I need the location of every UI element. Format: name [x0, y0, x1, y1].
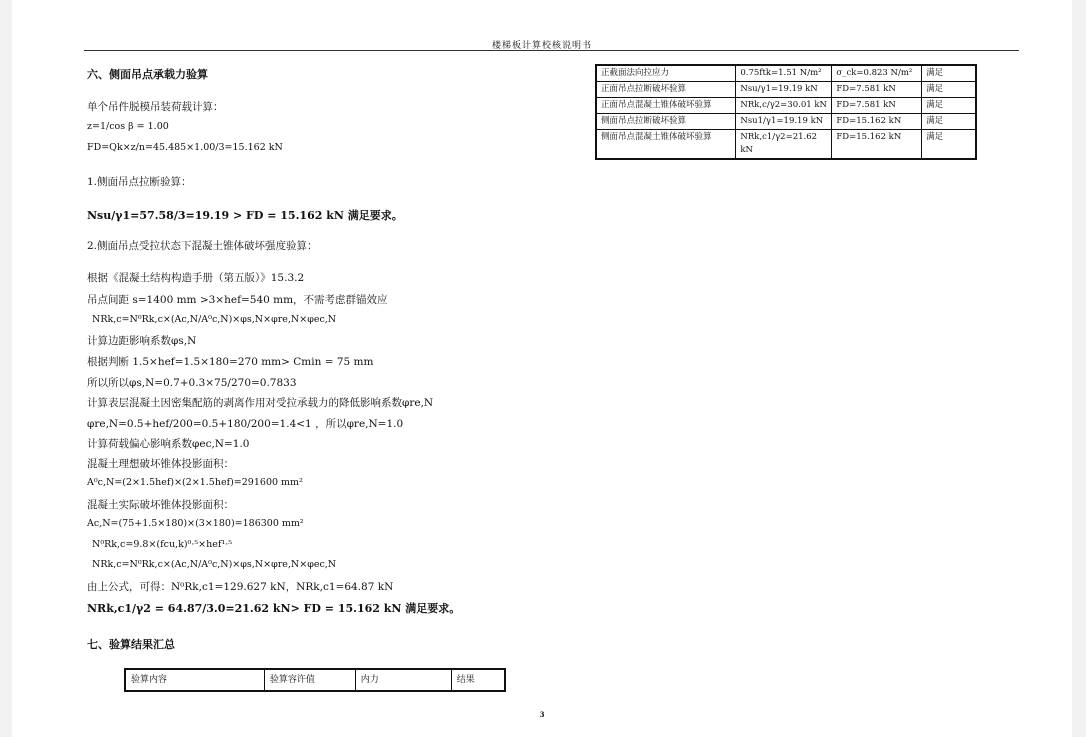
table-cell: FD=7.581 kN: [832, 82, 922, 98]
formula-line: Ac,N=(75+1.5×180)×(3×180)=186300 mm²: [87, 518, 304, 529]
table-row: [596, 65, 976, 82]
text-line: 吊点间距 s=1400 mm >3×hef=540 mm，不需考虑群锚效应: [87, 294, 388, 306]
text-line: 所以所以φs,N=0.7+0.3×75/270=0.7833: [87, 377, 297, 389]
text-line: 由上公式，可得：N⁰Rk,c1=129.627 kN，NRk,c1=64.87 kN: [87, 581, 394, 593]
text-line-bold: Nsu/γ1=57.58/3=19.19 > FD = 15.162 kN 满足要求。: [87, 209, 403, 222]
table-cell: 侧面吊点拉断破坏验算: [596, 114, 736, 130]
table-cell: 正截面法向拉应力: [596, 65, 736, 82]
formula-line: A⁰c,N=(2×1.5hef)×(2×1.5hef)=291600 mm²: [87, 477, 303, 488]
table-cell: 满足: [922, 65, 976, 82]
table-cell: 侧面吊点混凝土锥体破坏验算: [596, 130, 736, 160]
table-cell: NRk,c1/γ2=21.62 kN: [736, 130, 832, 160]
table-cell: 正面吊点混凝土锥体破坏验算: [596, 98, 736, 114]
text-line: 根据判断 1.5×hef=1.5×180=270 mm> Cmin = 75 mm: [87, 356, 374, 368]
formula-line: N⁰Rk,c=9.8×(fcu,k)⁰·⁵×hef¹·⁵: [92, 539, 233, 550]
table-cell: 满足: [922, 82, 976, 98]
text-line-bold: NRk,c1/γ2 = 64.87/3.0=21.62 kN> FD = 15.162 kN 满足要求。: [87, 602, 461, 615]
text-line: 根据《混凝土结构构造手册（第五版）》15.3.2: [87, 272, 305, 284]
header-divider: [84, 50, 1019, 51]
table-header-cell: 内力: [355, 669, 451, 691]
table-cell: Nsu/γ1=19.19 kN: [736, 82, 832, 98]
text-line: 计算荷载偏心影响系数φec,N=1.0: [87, 438, 250, 450]
text-line: φre,N=0.5+hef/200=0.5+180/200=1.4<1 ，所以φre,N=1.0: [87, 418, 404, 430]
table-cell: FD=15.162 kN: [832, 130, 922, 160]
text-line: 2.侧面吊点受拉状态下混凝土锥体破坏强度验算：: [87, 240, 318, 252]
table-cell: 正面吊点拉断破坏验算: [596, 82, 736, 98]
table-cell: 满足: [922, 114, 976, 130]
formula-line: NRk,c=N⁰Rk,c×(Ac,N/A⁰c,N)×φs,N×φre,N×φec,N: [92, 559, 337, 570]
text-line: 混凝土实际破坏锥体投影面积：: [87, 499, 234, 511]
table-row: [596, 82, 976, 98]
table-cell: 满足: [922, 98, 976, 114]
table-cell: NRk,c/γ2=30.01 kN: [736, 98, 832, 114]
table-cell: Nsu1/γ1=19.19 kN: [736, 114, 832, 130]
text-line: 1.侧面吊点拉断验算：: [87, 176, 192, 188]
document-page: [12, 0, 1072, 737]
table-row: [596, 98, 976, 114]
document-header-title: 楼梯板计算校核说明书: [491, 41, 592, 51]
table-header-row: [125, 669, 505, 691]
table-cell: 满足: [922, 130, 976, 160]
table-header-cell: 验算容许值: [264, 669, 355, 691]
section-7-heading: 七、验算结果汇总: [87, 638, 175, 651]
text-line: 混凝土理想破坏锥体投影面积：: [87, 458, 234, 470]
formula-line: NRk,c=N⁰Rk,c×(Ac,N/A⁰c,N)×φs,N×φre,N×φec,N: [92, 314, 337, 325]
table-header-cell: 结果: [451, 669, 505, 691]
table-cell: 0.75ftk=1.51 N/m²: [736, 65, 832, 82]
section-6-heading: 六、侧面吊点承载力验算: [87, 68, 208, 81]
result-table: [595, 64, 977, 160]
table-cell: FD=7.581 kN: [832, 98, 922, 114]
text-line: 计算表层混凝土因密集配筋的剥离作用对受拉承载力的降低影响系数φre,N: [87, 397, 434, 409]
table-row: [596, 130, 976, 160]
table-cell: σ_ck=0.823 N/m²: [832, 65, 922, 82]
text-line: 计算边距影响系数φs,N: [87, 335, 197, 347]
table-header-cell: 验算内容: [125, 669, 264, 691]
page-number: 3: [539, 710, 545, 719]
summary-table: [124, 668, 506, 692]
text-line: z=1/cos β = 1.00: [87, 121, 169, 132]
text-line: FD=Qk×z/n=45.485×1.00/3=15.162 kN: [87, 142, 283, 153]
table-row: [596, 114, 976, 130]
text-line: 单个吊件脱模吊装荷载计算：: [87, 101, 224, 113]
table-cell: FD=15.162 kN: [832, 114, 922, 130]
